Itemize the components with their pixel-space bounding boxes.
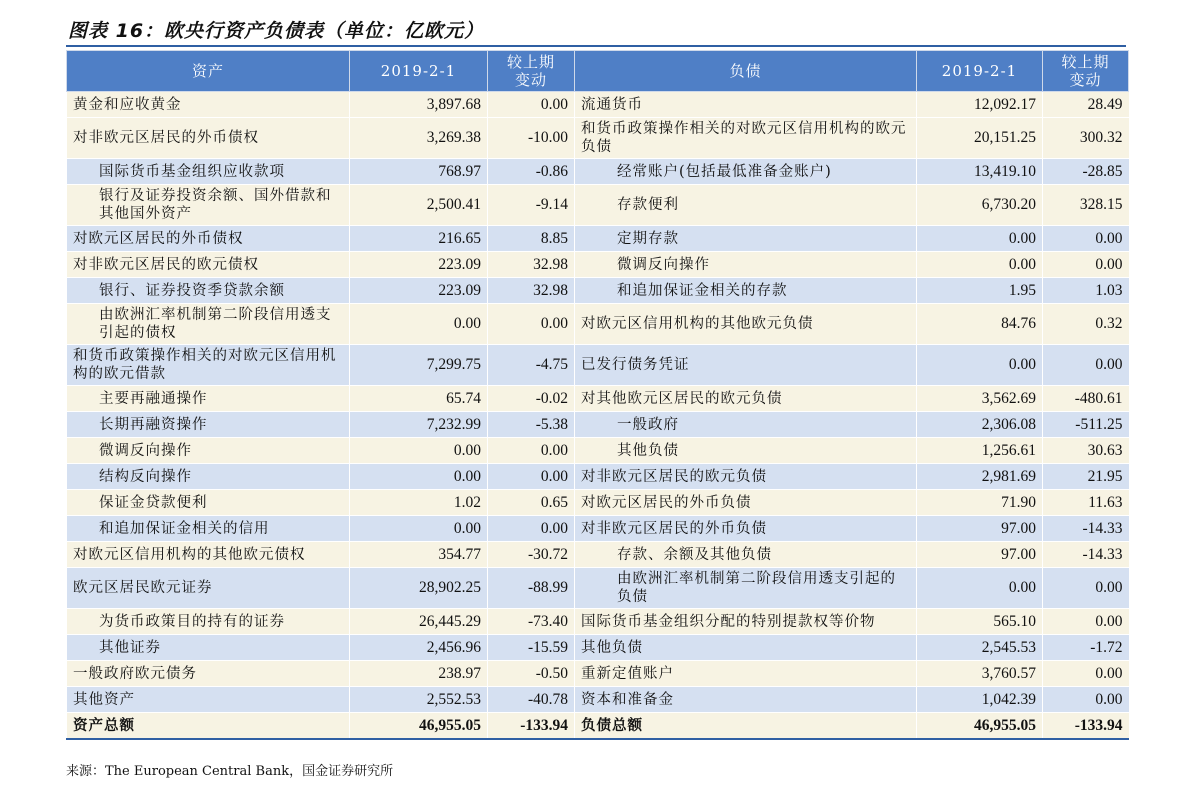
liability-value: 20,151.25 bbox=[917, 118, 1043, 159]
liability-change: -28.85 bbox=[1043, 159, 1129, 185]
liability-label: 对欧元区信用机构的其他欧元负债 bbox=[575, 304, 917, 345]
liability-change: 0.00 bbox=[1043, 609, 1129, 635]
asset-label: 银行及证券投资余额、国外借款和其他国外资产 bbox=[67, 185, 350, 226]
liability-value: 0.00 bbox=[917, 252, 1043, 278]
asset-value: 354.77 bbox=[350, 542, 488, 568]
table-row bbox=[67, 252, 1129, 278]
total-row bbox=[67, 713, 1129, 740]
asset-value: 28,902.25 bbox=[350, 568, 488, 609]
liability-label: 重新定值账户 bbox=[575, 661, 917, 687]
asset-change: 0.65 bbox=[488, 490, 575, 516]
liability-change: 28.49 bbox=[1043, 92, 1129, 118]
assets-date-header: 2019-2-1 bbox=[350, 51, 488, 92]
asset-value: 238.97 bbox=[350, 661, 488, 687]
asset-total-label: 资产总额 bbox=[67, 713, 350, 740]
liability-label: 国际货币基金组织分配的特别提款权等价物 bbox=[575, 609, 917, 635]
liability-change: 0.00 bbox=[1043, 252, 1129, 278]
asset-label: 为货币政策目的持有的证券 bbox=[67, 609, 350, 635]
liabilities-change-header bbox=[1043, 51, 1129, 92]
liability-label: 对其他欧元区居民的欧元负债 bbox=[575, 386, 917, 412]
assets-change-header-line2: 变动 bbox=[514, 71, 547, 89]
header-row bbox=[67, 51, 1129, 92]
asset-label: 主要再融通操作 bbox=[67, 386, 350, 412]
liability-value: 12,092.17 bbox=[917, 92, 1043, 118]
liability-value: 71.90 bbox=[917, 490, 1043, 516]
liabilities-change-header-line1: 较上期 bbox=[1061, 53, 1110, 71]
table-row bbox=[67, 490, 1129, 516]
asset-change: 8.85 bbox=[488, 226, 575, 252]
asset-value: 2,456.96 bbox=[350, 635, 488, 661]
asset-label: 对欧元区居民的外币债权 bbox=[67, 226, 350, 252]
asset-value: 7,299.75 bbox=[350, 345, 488, 386]
assets-change-header bbox=[488, 51, 575, 92]
liability-change: -14.33 bbox=[1043, 516, 1129, 542]
liabilities-header: 负债 bbox=[575, 51, 917, 92]
table-row bbox=[67, 635, 1129, 661]
asset-value: 0.00 bbox=[350, 438, 488, 464]
asset-change: 0.00 bbox=[488, 516, 575, 542]
asset-value: 3,897.68 bbox=[350, 92, 488, 118]
table-row bbox=[67, 118, 1129, 159]
assets-change-header-line1: 较上期 bbox=[506, 53, 555, 71]
liability-value: 3,562.69 bbox=[917, 386, 1043, 412]
asset-value: 65.74 bbox=[350, 386, 488, 412]
liability-label: 定期存款 bbox=[575, 226, 917, 252]
liability-change: 300.32 bbox=[1043, 118, 1129, 159]
liability-value: 84.76 bbox=[917, 304, 1043, 345]
assets-header: 资产 bbox=[67, 51, 350, 92]
liability-change: 0.00 bbox=[1043, 568, 1129, 609]
table-row bbox=[67, 412, 1129, 438]
asset-label: 欧元区居民欧元证券 bbox=[67, 568, 350, 609]
liability-change: 0.00 bbox=[1043, 687, 1129, 713]
liability-value: 1,256.61 bbox=[917, 438, 1043, 464]
asset-change: -0.50 bbox=[488, 661, 575, 687]
liabilities-date-header: 2019-2-1 bbox=[917, 51, 1043, 92]
asset-label: 对非欧元区居民的欧元债权 bbox=[67, 252, 350, 278]
liability-value: 0.00 bbox=[917, 226, 1043, 252]
liability-change: 30.63 bbox=[1043, 438, 1129, 464]
asset-change: 0.00 bbox=[488, 92, 575, 118]
table-row bbox=[67, 159, 1129, 185]
asset-value: 26,445.29 bbox=[350, 609, 488, 635]
asset-label: 对非欧元区居民的外币债权 bbox=[67, 118, 350, 159]
liability-value: 2,981.69 bbox=[917, 464, 1043, 490]
liability-label: 经常账户(包括最低准备金账户) bbox=[575, 159, 917, 185]
liability-label: 存款便利 bbox=[575, 185, 917, 226]
asset-value: 3,269.38 bbox=[350, 118, 488, 159]
asset-value: 2,500.41 bbox=[350, 185, 488, 226]
balance-sheet-table bbox=[66, 50, 1129, 740]
asset-change: -0.02 bbox=[488, 386, 575, 412]
asset-label: 结构反向操作 bbox=[67, 464, 350, 490]
asset-value: 1.02 bbox=[350, 490, 488, 516]
liability-label: 其他负债 bbox=[575, 635, 917, 661]
table-row bbox=[67, 568, 1129, 609]
asset-label: 一般政府欧元债务 bbox=[67, 661, 350, 687]
asset-label: 对欧元区信用机构的其他欧元债权 bbox=[67, 542, 350, 568]
asset-value: 0.00 bbox=[350, 304, 488, 345]
table-row bbox=[67, 542, 1129, 568]
liability-label: 微调反向操作 bbox=[575, 252, 917, 278]
page-title: 图表 16：欧央行资产负债表（单位：亿欧元） bbox=[68, 20, 485, 42]
liability-change: -480.61 bbox=[1043, 386, 1129, 412]
asset-change: -88.99 bbox=[488, 568, 575, 609]
table-row bbox=[67, 609, 1129, 635]
liability-change: 0.32 bbox=[1043, 304, 1129, 345]
asset-change: 32.98 bbox=[488, 252, 575, 278]
liability-label: 由欧洲汇率机制第二阶段信用透支引起的负债 bbox=[575, 568, 917, 609]
liability-change: 0.00 bbox=[1043, 345, 1129, 386]
liability-label: 资本和准备金 bbox=[575, 687, 917, 713]
liability-label: 一般政府 bbox=[575, 412, 917, 438]
table-row bbox=[67, 516, 1129, 542]
asset-label: 其他资产 bbox=[67, 687, 350, 713]
asset-change: 0.00 bbox=[488, 304, 575, 345]
asset-label: 其他证券 bbox=[67, 635, 350, 661]
table-row bbox=[67, 464, 1129, 490]
asset-change: -10.00 bbox=[488, 118, 575, 159]
table-row bbox=[67, 386, 1129, 412]
asset-change: -15.59 bbox=[488, 635, 575, 661]
liability-total-label: 负债总额 bbox=[575, 713, 917, 740]
asset-value: 0.00 bbox=[350, 464, 488, 490]
asset-value: 216.65 bbox=[350, 226, 488, 252]
asset-change: -73.40 bbox=[488, 609, 575, 635]
liability-change: 11.63 bbox=[1043, 490, 1129, 516]
liability-value: 1,042.39 bbox=[917, 687, 1043, 713]
asset-value: 223.09 bbox=[350, 278, 488, 304]
asset-change: 0.00 bbox=[488, 464, 575, 490]
liability-value: 2,306.08 bbox=[917, 412, 1043, 438]
asset-value: 7,232.99 bbox=[350, 412, 488, 438]
liability-label: 和货币政策操作相关的对欧元区信用机构的欧元负债 bbox=[575, 118, 917, 159]
table-row bbox=[67, 92, 1129, 118]
asset-change: 32.98 bbox=[488, 278, 575, 304]
asset-total-value: 46,955.05 bbox=[350, 713, 488, 740]
liability-label: 已发行债务凭证 bbox=[575, 345, 917, 386]
table-row bbox=[67, 278, 1129, 304]
liability-value: 0.00 bbox=[917, 345, 1043, 386]
asset-change: -4.75 bbox=[488, 345, 575, 386]
liability-change: -14.33 bbox=[1043, 542, 1129, 568]
liability-total-change: -133.94 bbox=[1043, 713, 1129, 740]
liability-value: 0.00 bbox=[917, 568, 1043, 609]
liability-total-value: 46,955.05 bbox=[917, 713, 1043, 740]
table-row bbox=[67, 226, 1129, 252]
asset-change: -5.38 bbox=[488, 412, 575, 438]
title-divider bbox=[66, 45, 1126, 47]
asset-label: 和货币政策操作相关的对欧元区信用机构的欧元借款 bbox=[67, 345, 350, 386]
liability-change: -1.72 bbox=[1043, 635, 1129, 661]
table-row bbox=[67, 185, 1129, 226]
table-row bbox=[67, 304, 1129, 345]
liability-value: 2,545.53 bbox=[917, 635, 1043, 661]
liability-value: 97.00 bbox=[917, 516, 1043, 542]
liabilities-change-header-line2: 变动 bbox=[1069, 71, 1102, 89]
asset-change: -30.72 bbox=[488, 542, 575, 568]
asset-value: 768.97 bbox=[350, 159, 488, 185]
asset-label: 长期再融资操作 bbox=[67, 412, 350, 438]
liability-value: 6,730.20 bbox=[917, 185, 1043, 226]
liability-label: 对非欧元区居民的欧元负债 bbox=[575, 464, 917, 490]
liability-label: 存款、余额及其他负债 bbox=[575, 542, 917, 568]
liability-value: 565.10 bbox=[917, 609, 1043, 635]
liability-change: 1.03 bbox=[1043, 278, 1129, 304]
asset-label: 和追加保证金相关的信用 bbox=[67, 516, 350, 542]
table-row bbox=[67, 687, 1129, 713]
liability-value: 13,419.10 bbox=[917, 159, 1043, 185]
asset-change: -0.86 bbox=[488, 159, 575, 185]
table-row bbox=[67, 438, 1129, 464]
liability-label: 其他负债 bbox=[575, 438, 917, 464]
asset-value: 223.09 bbox=[350, 252, 488, 278]
asset-label: 国际货币基金组织应收款项 bbox=[67, 159, 350, 185]
liability-value: 97.00 bbox=[917, 542, 1043, 568]
liability-change: -511.25 bbox=[1043, 412, 1129, 438]
liability-change: 0.00 bbox=[1043, 226, 1129, 252]
liability-label: 和追加保证金相关的存款 bbox=[575, 278, 917, 304]
asset-label: 银行、证券投资季贷款余额 bbox=[67, 278, 350, 304]
asset-label: 保证金贷款便利 bbox=[67, 490, 350, 516]
asset-change: -40.78 bbox=[488, 687, 575, 713]
liability-label: 对欧元区居民的外币负债 bbox=[575, 490, 917, 516]
liability-change: 0.00 bbox=[1043, 661, 1129, 687]
asset-value: 0.00 bbox=[350, 516, 488, 542]
liability-label: 流通货币 bbox=[575, 92, 917, 118]
asset-label: 由欧洲汇率机制第二阶段信用透支引起的债权 bbox=[67, 304, 350, 345]
source-note: 来源：The European Central Bank，国金证券研究所 bbox=[66, 764, 394, 779]
liability-change: 328.15 bbox=[1043, 185, 1129, 226]
liability-label: 对非欧元区居民的外币负债 bbox=[575, 516, 917, 542]
table-row bbox=[67, 661, 1129, 687]
asset-label: 黄金和应收黄金 bbox=[67, 92, 350, 118]
liability-value: 1.95 bbox=[917, 278, 1043, 304]
asset-change: -9.14 bbox=[488, 185, 575, 226]
table-row bbox=[67, 345, 1129, 386]
liability-value: 3,760.57 bbox=[917, 661, 1043, 687]
asset-change: 0.00 bbox=[488, 438, 575, 464]
asset-value: 2,552.53 bbox=[350, 687, 488, 713]
liability-change: 21.95 bbox=[1043, 464, 1129, 490]
asset-total-change: -133.94 bbox=[488, 713, 575, 740]
asset-label: 微调反向操作 bbox=[67, 438, 350, 464]
